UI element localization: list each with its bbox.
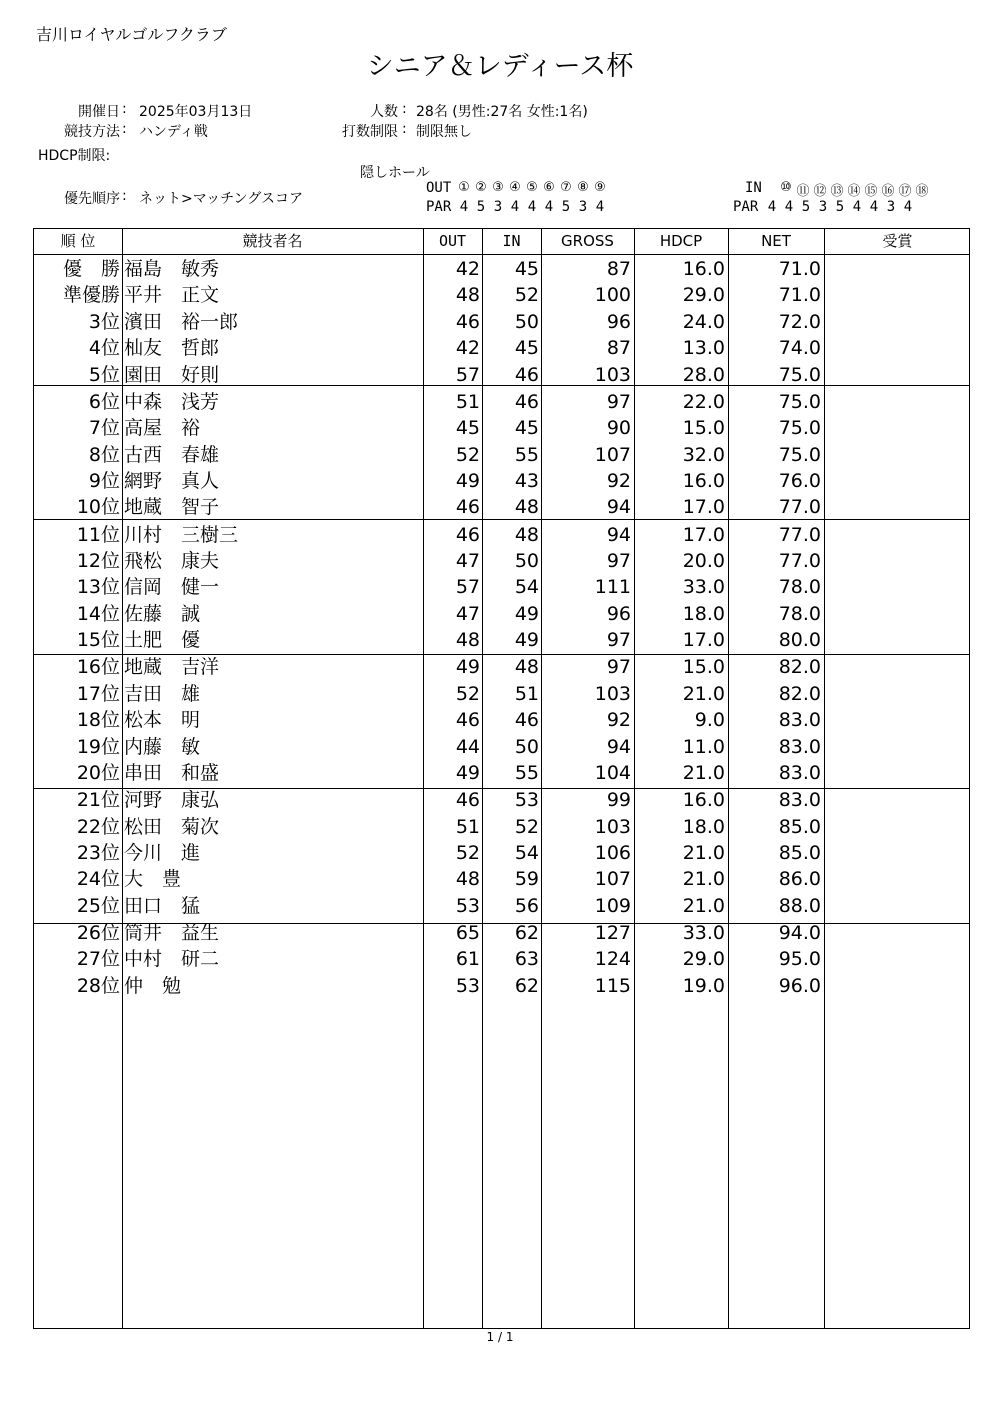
in-score-cell: 48 <box>514 656 539 679</box>
hdcp-cell: 21.0 <box>682 682 725 705</box>
net-score-cell: 83.0 <box>778 789 821 812</box>
page-number: 1 / 1 <box>486 1330 514 1344</box>
rank-cell: 8位 <box>88 443 120 466</box>
net-score-cell: 85.0 <box>778 815 821 838</box>
hdcp-cell: 13.0 <box>682 337 725 360</box>
out-score-cell: 48 <box>455 629 480 652</box>
player-name-cell: 地蔵 智子 <box>124 496 220 519</box>
hole-par: 3 <box>818 199 828 215</box>
gross-score-cell: 97 <box>606 629 631 652</box>
player-name-cell: 内藤 敏 <box>124 735 201 758</box>
gross-score-cell: 99 <box>606 789 631 812</box>
in-score-cell: 55 <box>514 443 539 466</box>
rank-cell: 24位 <box>76 868 120 891</box>
net-score-cell: 75.0 <box>778 363 821 386</box>
hole-par: 4 <box>784 199 794 215</box>
gross-score-cell: 92 <box>606 709 631 732</box>
hole-par: 4 <box>869 199 879 215</box>
net-score-cell: 95.0 <box>778 948 821 971</box>
player-name-cell: 串田 和盛 <box>124 762 220 784</box>
player-name-cell: 仲 勉 <box>124 974 182 997</box>
gross-score-cell: 97 <box>606 390 631 413</box>
rank-cell: 優 勝 <box>62 258 120 280</box>
player-name-cell: 松本 明 <box>124 709 201 732</box>
gross-score-cell: 104 <box>594 762 631 784</box>
rank-cell: 23位 <box>76 842 120 864</box>
gross-score-cell: 107 <box>594 868 631 891</box>
out-score-cell: 51 <box>455 815 480 838</box>
hdcp-cell: 19.0 <box>682 974 725 997</box>
header-net: NET <box>761 232 791 250</box>
rank-cell: 15位 <box>76 629 120 652</box>
gross-score-cell: 115 <box>594 974 631 997</box>
gross-score-cell: 87 <box>606 337 631 360</box>
rank-cell: 9位 <box>88 470 120 492</box>
gross-score-cell: 94 <box>606 496 631 519</box>
in-score-cell: 51 <box>514 682 539 705</box>
hdcp-cell: 15.0 <box>682 656 725 679</box>
player-name-cell: 信岡 健一 <box>124 576 220 599</box>
hole-par: 4 <box>767 199 777 215</box>
in-score-cell: 54 <box>514 842 539 864</box>
net-score-cell: 71.0 <box>778 284 821 307</box>
out-score-cell: 46 <box>455 789 480 812</box>
player-name-cell: 古西 春雄 <box>124 443 220 466</box>
out-score-cell: 49 <box>455 656 480 679</box>
rank-cell: 7位 <box>88 417 120 440</box>
player-name-cell: 土肥 優 <box>124 629 201 652</box>
in-score-cell: 46 <box>514 363 539 386</box>
net-score-cell: 78.0 <box>778 602 821 625</box>
hdcp-cell: 28.0 <box>682 363 725 386</box>
hole-mark: ⑱ <box>915 184 929 199</box>
hole-mark: ② <box>475 180 487 195</box>
net-score-cell: 76.0 <box>778 470 821 492</box>
limit-separator: : <box>402 121 407 137</box>
in-score-cell: 48 <box>514 496 539 519</box>
out-holes-label: OUT <box>426 180 452 196</box>
in-score-cell: 50 <box>514 735 539 758</box>
gross-score-cell: 92 <box>606 470 631 492</box>
out-score-cell: 51 <box>455 390 480 413</box>
limit-value: 制限無し <box>416 124 472 140</box>
rank-cell: 18位 <box>76 709 120 732</box>
in-score-cell: 56 <box>514 894 539 917</box>
rank-cell: 4位 <box>88 337 120 360</box>
player-name-cell: 中森 浅芳 <box>124 390 220 413</box>
header-hdcp: HDCP <box>659 232 703 250</box>
date-separator: : <box>122 101 127 117</box>
hole-mark: ④ <box>509 180 521 195</box>
hole-mark: ① <box>458 180 470 195</box>
date-label: 開催日 <box>78 104 120 120</box>
net-score-cell: 75.0 <box>778 390 821 413</box>
in-score-cell: 49 <box>514 629 539 652</box>
player-name-cell: 高屋 裕 <box>124 417 201 440</box>
method-label: 競技方法 <box>64 124 120 140</box>
rank-cell: 28位 <box>76 974 120 997</box>
rank-cell: 16位 <box>76 656 120 679</box>
net-score-cell: 72.0 <box>778 310 821 333</box>
net-score-cell: 71.0 <box>778 258 821 280</box>
out-score-cell: 53 <box>455 894 480 917</box>
participants-value: 28名 (男性:27名 女性:1名) <box>416 104 588 120</box>
out-score-cell: 46 <box>455 523 480 546</box>
out-score-cell: 49 <box>455 470 480 492</box>
player-name-cell: 園田 好則 <box>124 363 220 386</box>
hole-mark: ⑯ <box>881 184 895 199</box>
method-value: ハンディ戦 <box>139 124 208 140</box>
hdcp-cell: 24.0 <box>682 310 725 333</box>
out-score-cell: 53 <box>455 974 480 997</box>
in-holes-label: IN <box>745 180 762 196</box>
rank-cell: 17位 <box>76 682 120 705</box>
player-name-cell: 今川 進 <box>124 842 201 864</box>
out-score-cell: 46 <box>455 310 480 333</box>
header-rank: 順 位 <box>60 232 96 250</box>
out-score-cell: 44 <box>455 735 480 758</box>
hole-par: 5 <box>801 199 811 215</box>
hole-par: 4 <box>544 199 554 215</box>
priority-separator: : <box>122 188 127 204</box>
net-score-cell: 82.0 <box>778 656 821 679</box>
net-score-cell: 77.0 <box>778 550 821 572</box>
method-separator: : <box>122 121 127 137</box>
gross-score-cell: 97 <box>606 656 631 679</box>
hole-mark: ⑰ <box>898 184 912 199</box>
participants-label: 人数 <box>370 104 398 120</box>
rank-cell: 5位 <box>88 363 120 386</box>
player-name-cell: 河野 康弘 <box>124 789 220 812</box>
gross-score-cell: 107 <box>594 443 631 466</box>
gross-score-cell: 94 <box>606 523 631 546</box>
player-name-cell: 中村 研二 <box>124 948 220 971</box>
out-score-cell: 52 <box>455 682 480 705</box>
in-score-cell: 52 <box>514 284 539 307</box>
rank-cell: 13位 <box>76 576 120 599</box>
net-score-cell: 80.0 <box>778 629 821 652</box>
hdcp-cell: 29.0 <box>682 284 725 307</box>
hdcp-limit-label: HDCP制限: <box>38 148 111 164</box>
header-gross: GROSS <box>561 232 614 250</box>
in-score-cell: 50 <box>514 550 539 572</box>
in-score-cell: 45 <box>514 337 539 360</box>
hdcp-cell: 21.0 <box>682 868 725 891</box>
player-name-cell: 佐藤 誠 <box>124 602 201 625</box>
rank-cell: 12位 <box>76 550 120 572</box>
hole-mark: ⑧ <box>577 180 589 195</box>
club-name: 吉川ロイヤルゴルフクラブ <box>36 25 227 44</box>
rank-cell: 準優勝 <box>62 284 120 307</box>
hole-par: 3 <box>493 199 503 215</box>
rank-cell: 27位 <box>76 948 120 971</box>
hdcp-cell: 33.0 <box>682 922 725 944</box>
net-score-cell: 96.0 <box>778 974 821 997</box>
player-name-cell: 平井 正文 <box>124 284 220 307</box>
hdcp-cell: 9.0 <box>694 709 725 732</box>
in-score-cell: 46 <box>514 390 539 413</box>
hole-par: 4 <box>459 199 469 215</box>
out-score-cell: 46 <box>455 496 480 519</box>
in-score-cell: 63 <box>514 948 539 971</box>
rank-cell: 21位 <box>76 789 120 812</box>
hdcp-cell: 15.0 <box>682 417 725 440</box>
hdcp-cell: 20.0 <box>682 550 725 572</box>
col-divider <box>122 229 123 1328</box>
header-name: 競技者名 <box>242 232 303 250</box>
rank-cell: 20位 <box>76 762 120 784</box>
hdcp-cell: 21.0 <box>682 842 725 864</box>
player-name-cell: 網野 真人 <box>124 470 220 492</box>
player-name-cell: 筒井 益生 <box>124 922 220 944</box>
in-score-cell: 55 <box>514 762 539 784</box>
out-score-cell: 61 <box>455 948 480 971</box>
hdcp-cell: 18.0 <box>682 602 725 625</box>
hole-par: 4 <box>595 199 605 215</box>
player-name-cell: 福島 敏秀 <box>124 258 220 280</box>
hole-mark: ⑩ <box>780 180 792 195</box>
limit-label: 打数制限 <box>342 124 398 140</box>
gross-score-cell: 103 <box>594 815 631 838</box>
gross-score-cell: 127 <box>594 922 631 944</box>
gross-score-cell: 106 <box>594 842 631 864</box>
hole-mark: ⑮ <box>864 184 878 199</box>
net-score-cell: 78.0 <box>778 576 821 599</box>
hole-par: 4 <box>903 199 913 215</box>
hole-par: 5 <box>561 199 571 215</box>
participants-separator: : <box>402 101 407 117</box>
net-score-cell: 86.0 <box>778 868 821 891</box>
hdcp-cell: 16.0 <box>682 258 725 280</box>
header-divider <box>34 254 969 255</box>
in-par-label: PAR <box>733 199 759 215</box>
hole-par: 4 <box>852 199 862 215</box>
hole-mark: ⑦ <box>560 180 572 195</box>
hdcp-cell: 18.0 <box>682 815 725 838</box>
player-name-cell: 濱田 裕一郎 <box>124 310 239 333</box>
player-name-cell: 川村 三樹三 <box>124 523 239 546</box>
gross-score-cell: 97 <box>606 550 631 572</box>
gross-score-cell: 103 <box>594 682 631 705</box>
in-score-cell: 50 <box>514 310 539 333</box>
out-score-cell: 48 <box>455 868 480 891</box>
out-score-cell: 57 <box>455 363 480 386</box>
net-score-cell: 83.0 <box>778 762 821 784</box>
in-score-cell: 46 <box>514 709 539 732</box>
net-score-cell: 75.0 <box>778 443 821 466</box>
gross-score-cell: 100 <box>594 284 631 307</box>
out-score-cell: 57 <box>455 576 480 599</box>
player-name-cell: 杣友 哲郎 <box>124 337 220 360</box>
hole-mark: ③ <box>492 180 504 195</box>
hdcp-cell: 32.0 <box>682 443 725 466</box>
hdcp-cell: 29.0 <box>682 948 725 971</box>
hole-par: 5 <box>835 199 845 215</box>
gross-score-cell: 96 <box>606 602 631 625</box>
out-score-cell: 42 <box>455 337 480 360</box>
rank-cell: 10位 <box>76 496 120 519</box>
hdcp-cell: 11.0 <box>682 735 725 758</box>
player-name-cell: 吉田 雄 <box>124 682 201 705</box>
player-name-cell: 飛松 康夫 <box>124 550 220 572</box>
hole-par: 5 <box>476 199 486 215</box>
in-score-cell: 45 <box>514 417 539 440</box>
net-score-cell: 77.0 <box>778 523 821 546</box>
in-score-cell: 62 <box>514 974 539 997</box>
hdcp-cell: 21.0 <box>682 762 725 784</box>
hdcp-cell: 17.0 <box>682 629 725 652</box>
in-score-cell: 62 <box>514 922 539 944</box>
hole-mark: ⑥ <box>543 180 555 195</box>
in-score-cell: 48 <box>514 523 539 546</box>
gross-score-cell: 111 <box>594 576 631 599</box>
rank-cell: 25位 <box>76 894 120 917</box>
rank-cell: 6位 <box>88 390 120 413</box>
net-score-cell: 82.0 <box>778 682 821 705</box>
in-score-cell: 59 <box>514 868 539 891</box>
gross-score-cell: 96 <box>606 310 631 333</box>
rank-cell: 14位 <box>76 602 120 625</box>
in-score-cell: 49 <box>514 602 539 625</box>
net-score-cell: 85.0 <box>778 842 821 864</box>
gross-score-cell: 94 <box>606 735 631 758</box>
gross-score-cell: 109 <box>594 894 631 917</box>
hole-par: 4 <box>527 199 537 215</box>
net-score-cell: 83.0 <box>778 709 821 732</box>
results-table <box>33 228 970 1329</box>
rank-cell: 11位 <box>76 523 120 546</box>
hdcp-cell: 16.0 <box>682 470 725 492</box>
page-title: シニア＆レディース杯 <box>366 51 634 82</box>
gross-score-cell: 87 <box>606 258 631 280</box>
hdcp-cell: 16.0 <box>682 789 725 812</box>
hole-par: 3 <box>578 199 588 215</box>
net-score-cell: 74.0 <box>778 337 821 360</box>
in-score-cell: 52 <box>514 815 539 838</box>
hdcp-cell: 22.0 <box>682 390 725 413</box>
hole-mark: ⑬ <box>830 184 844 199</box>
net-score-cell: 94.0 <box>778 922 821 944</box>
out-score-cell: 52 <box>455 842 480 864</box>
out-score-cell: 52 <box>455 443 480 466</box>
hole-mark: ⑫ <box>813 184 827 199</box>
out-score-cell: 47 <box>455 550 480 572</box>
in-score-cell: 53 <box>514 789 539 812</box>
hole-mark: ⑭ <box>847 184 861 199</box>
hdcp-cell: 33.0 <box>682 576 725 599</box>
player-name-cell: 大 豊 <box>124 868 182 891</box>
rank-cell: 22位 <box>76 815 120 838</box>
header-out: OUT <box>438 232 467 250</box>
net-score-cell: 83.0 <box>778 735 821 758</box>
hidden-holes-label: 隠しホール <box>360 165 430 181</box>
out-par-label: PAR <box>426 199 452 215</box>
player-name-cell: 地蔵 吉洋 <box>124 656 220 679</box>
header-in: IN <box>502 232 521 250</box>
priority-label: 優先順序 <box>64 191 120 207</box>
hdcp-cell: 17.0 <box>682 496 725 519</box>
player-name-cell: 田口 猛 <box>124 894 201 917</box>
hdcp-cell: 21.0 <box>682 894 725 917</box>
out-score-cell: 45 <box>455 417 480 440</box>
hole-mark: ⑤ <box>526 180 538 195</box>
gross-score-cell: 124 <box>594 948 631 971</box>
hole-mark: ⑨ <box>594 180 606 195</box>
gross-score-cell: 103 <box>594 363 631 386</box>
date-value: 2025年03月13日 <box>139 104 253 120</box>
in-score-cell: 45 <box>514 258 539 280</box>
out-score-cell: 46 <box>455 709 480 732</box>
net-score-cell: 75.0 <box>778 417 821 440</box>
rank-cell: 19位 <box>76 735 120 758</box>
hole-mark: ⑪ <box>796 184 810 199</box>
hdcp-cell: 17.0 <box>682 523 725 546</box>
hole-par: 3 <box>886 199 896 215</box>
rank-cell: 3位 <box>88 310 120 333</box>
in-score-cell: 43 <box>514 470 539 492</box>
net-score-cell: 88.0 <box>778 894 821 917</box>
gross-score-cell: 90 <box>606 417 631 440</box>
in-score-cell: 54 <box>514 576 539 599</box>
header-award: 受賞 <box>882 232 913 250</box>
out-score-cell: 42 <box>455 258 480 280</box>
hole-par: 4 <box>510 199 520 215</box>
rank-cell: 26位 <box>76 922 120 944</box>
out-score-cell: 48 <box>455 284 480 307</box>
out-score-cell: 47 <box>455 602 480 625</box>
player-name-cell: 松田 菊次 <box>124 815 220 838</box>
out-score-cell: 49 <box>455 762 480 784</box>
out-score-cell: 65 <box>455 922 480 944</box>
col-divider <box>824 229 825 1328</box>
priority-value: ネット>マッチングスコア <box>139 191 304 207</box>
net-score-cell: 77.0 <box>778 496 821 519</box>
